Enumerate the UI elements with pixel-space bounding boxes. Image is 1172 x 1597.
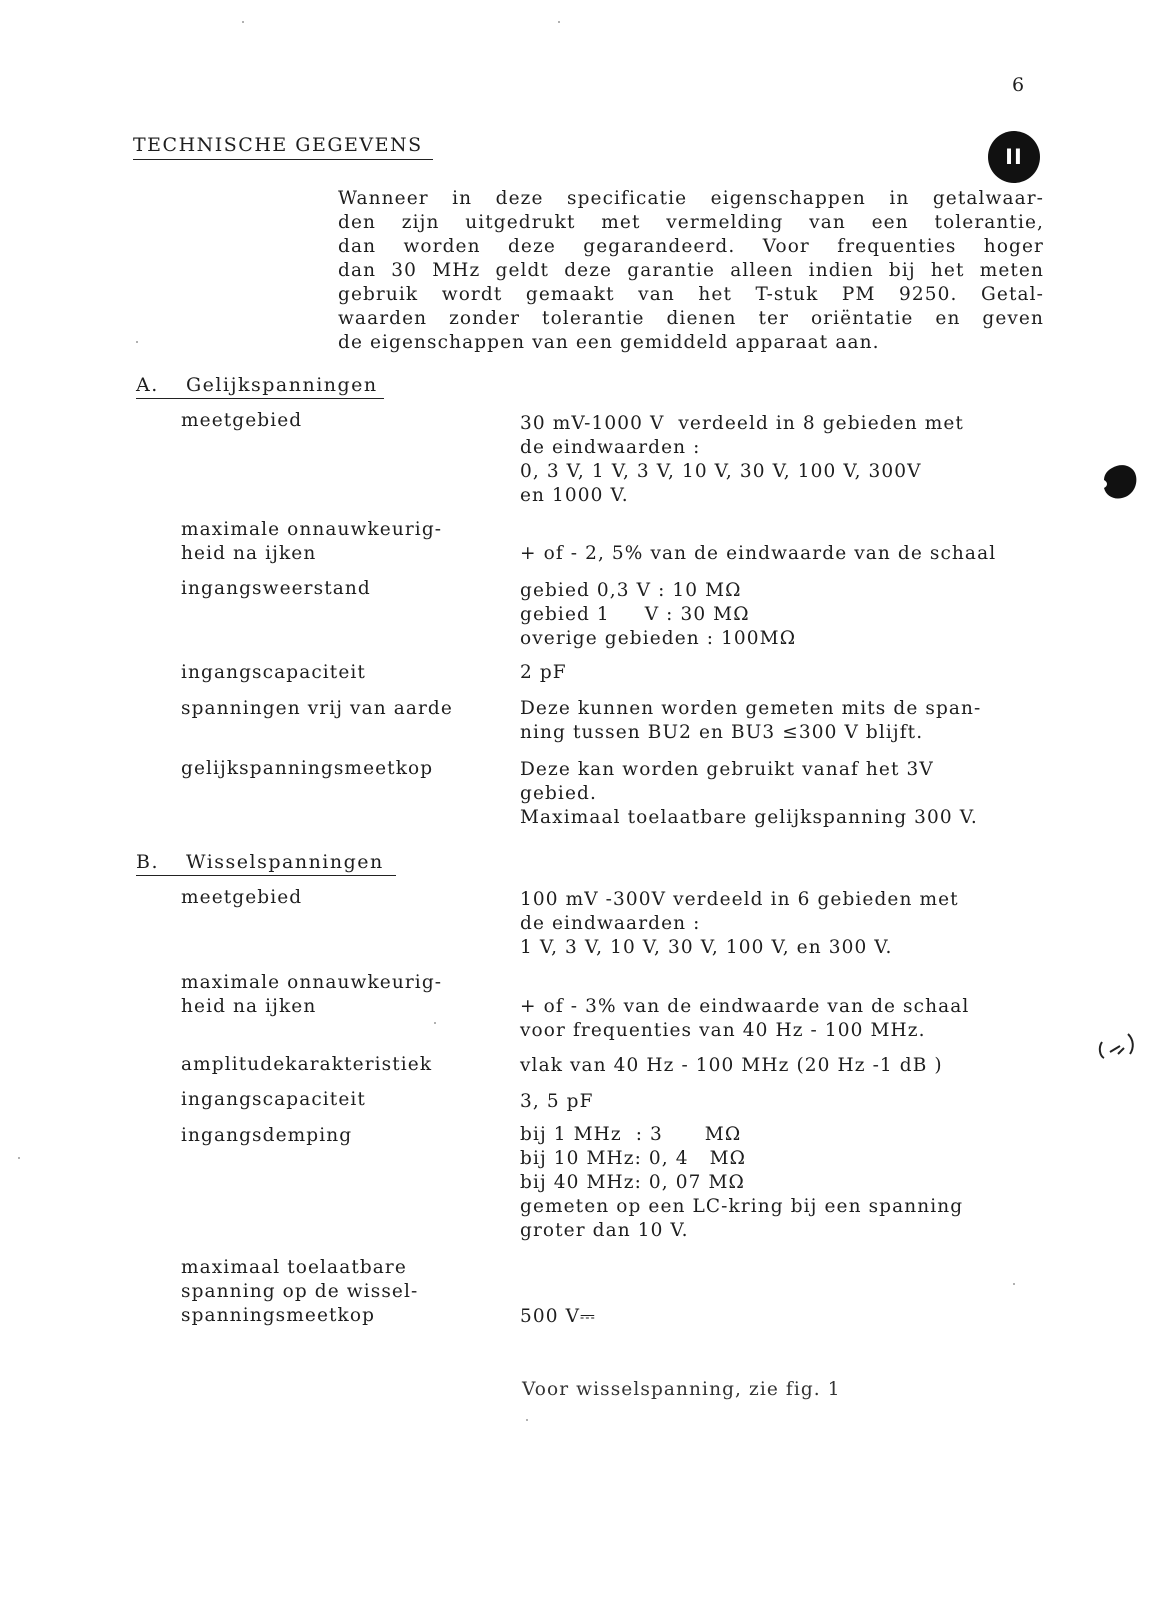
label-line: ingangscapaciteit [181,662,366,683]
spec-label-floating-voltages [181,697,453,721]
label-line: spanning op de wissel- [181,1281,419,1302]
value-line: 0, 3 V, 1 V, 3 V, 10 V, 30 V, 100 V, 300V [520,461,922,482]
intro-line: dan worden deze gegarandeerd. Voor frequenties hoger [338,236,1044,257]
label-line: amplitudekarakteristiek [181,1054,433,1075]
value-line: + of - 2, 5% van de eindwaarde van de schaal [520,543,997,564]
section-letter: A. [136,374,159,396]
value-line: Deze kan worden gebruikt vanaf het 3V [520,759,934,780]
intro-line: Wanneer in deze specificatie eigenschappen in getalwaar- [338,188,1044,209]
label-line: ingangsdemping [181,1125,353,1146]
spec-label-dc-probe [181,757,433,781]
value-line: 30 mV-1000 V verdeeld in 8 gebieden met [520,413,964,434]
value-line: 500 V⎓ [520,1306,596,1327]
spec-value-max-inaccuracy [520,995,1044,1043]
scan-speck [18,1157,20,1159]
value-line: vlak van 40 Hz - 100 MHz (20 Hz -1 dB ) [520,1055,943,1076]
value-line: + of - 3% van de eindwaarde van de schaal [520,996,970,1017]
punch-hole-mark [1098,462,1142,502]
label-line: ingangsweerstand [181,578,371,599]
label-line: ingangscapaciteit [181,1089,366,1110]
value-line: gebied. [520,783,597,804]
value-line: de eindwaarden : [520,437,701,458]
spec-label-max-ac-probe-voltage [181,1256,418,1328]
spec-label-input-damping [181,1124,352,1148]
section-b-heading [136,851,396,876]
spec-value-input-resistance [520,579,1044,651]
section-title: Wisselspanningen [186,851,384,873]
value-line: Deze kunnen worden gemeten mits de span- [520,698,982,719]
spec-label-input-resistance [181,577,371,601]
section-a-heading [136,374,384,399]
label-line: heid na ijken [181,543,317,564]
footer-note: Voor wisselspanning, zie fig. 1 [522,1379,841,1400]
spec-value-amplitude-characteristic [520,1054,1044,1078]
spec-value-floating-voltages [520,697,1044,745]
value-line: ning tussen BU2 en BU3 ≤300 V blijft. [520,722,924,743]
value-line: 1 V, 3 V, 10 V, 30 V, 100 V, en 300 V. [520,937,893,958]
value-line: 3, 5 pF [520,1091,594,1112]
spec-label-measuring-range [181,886,302,910]
spec-value-input-damping [520,1123,1044,1243]
value-line: gemeten op een LC-kring bij een spanning [520,1196,964,1217]
spec-label-measuring-range [181,409,302,433]
value-line: Maximaal toelaatbare gelijkspanning 300 V. [520,807,978,828]
scan-speck [242,21,244,23]
label-line: spanningen vrij van aarde [181,698,453,719]
value-line: gebied 1 V : 30 MΩ [520,604,750,625]
label-line: meetgebied [181,410,303,431]
label-line: maximale onnauwkeurig- [181,972,443,993]
intro-line: den zijn uitgedrukt met vermelding van een tolerantie, [338,212,1044,233]
value-line: overige gebieden : 100MΩ [520,628,797,649]
spec-label-max-inaccuracy [181,518,442,566]
chapter-badge: II [988,131,1040,183]
spec-label-input-capacitance [181,1088,366,1112]
spec-label-max-inaccuracy [181,971,442,1019]
value-line: 100 mV -300V verdeeld in 6 gebieden met [520,889,959,910]
value-line: bij 10 MHz: 0, 4 MΩ [520,1148,747,1169]
value-line: groter dan 10 V. [520,1220,689,1241]
section-letter: B. [136,851,160,873]
intro-line: waarden zonder tolerantie dienen ter oriëntatie en geven [338,308,1044,329]
spec-value-dc-probe [520,758,1044,830]
label-line: heid na ijken [181,996,317,1017]
spec-value-input-capacitance [520,661,1044,685]
value-line: voor frequenties van 40 Hz - 100 MHz. [520,1020,926,1041]
scan-speck [434,1022,436,1024]
section-title: Gelijkspanningen [186,374,378,396]
page-title: TECHNISCHE GEGEVENS [133,134,433,160]
intro-line: de eigenschappen van een gemiddeld apparaat aan. [338,332,880,353]
label-line: meetgebied [181,887,303,908]
spec-value-max-ac-probe-voltage [520,1305,1044,1329]
scan-speck [1013,1283,1015,1285]
stray-scan-mark [1094,1026,1142,1066]
label-line: gelijkspanningsmeetkop [181,758,434,779]
value-line: bij 1 MHz : 3 MΩ [520,1124,742,1145]
scan-speck [136,341,138,343]
spec-label-amplitude-characteristic [181,1053,432,1077]
value-line: de eindwaarden : [520,913,701,934]
scan-speck [558,21,560,23]
intro-line: gebruik wordt gemaakt van het T-stuk PM 9250. Getal- [338,284,1044,305]
value-line: en 1000 V. [520,485,629,506]
label-line: spanningsmeetkop [181,1305,376,1326]
spec-value-max-inaccuracy [520,542,1044,566]
label-line: maximale onnauwkeurig- [181,519,443,540]
scan-speck [526,1419,528,1421]
value-line: bij 40 MHz: 0, 07 MΩ [520,1172,745,1193]
page-number: 6 [1012,74,1025,96]
spec-label-input-capacitance [181,661,366,685]
spec-value-measuring-range [520,888,1044,960]
spec-value-input-capacitance [520,1090,1044,1114]
label-line: maximaal toelaatbare [181,1257,407,1278]
value-line: gebied 0,3 V : 10 MΩ [520,580,742,601]
value-line: 2 pF [520,662,567,683]
spec-value-measuring-range [520,412,1044,508]
intro-paragraph [338,187,1044,355]
intro-line: dan 30 MHz geldt deze garantie alleen indien bij het meten [338,260,1044,281]
